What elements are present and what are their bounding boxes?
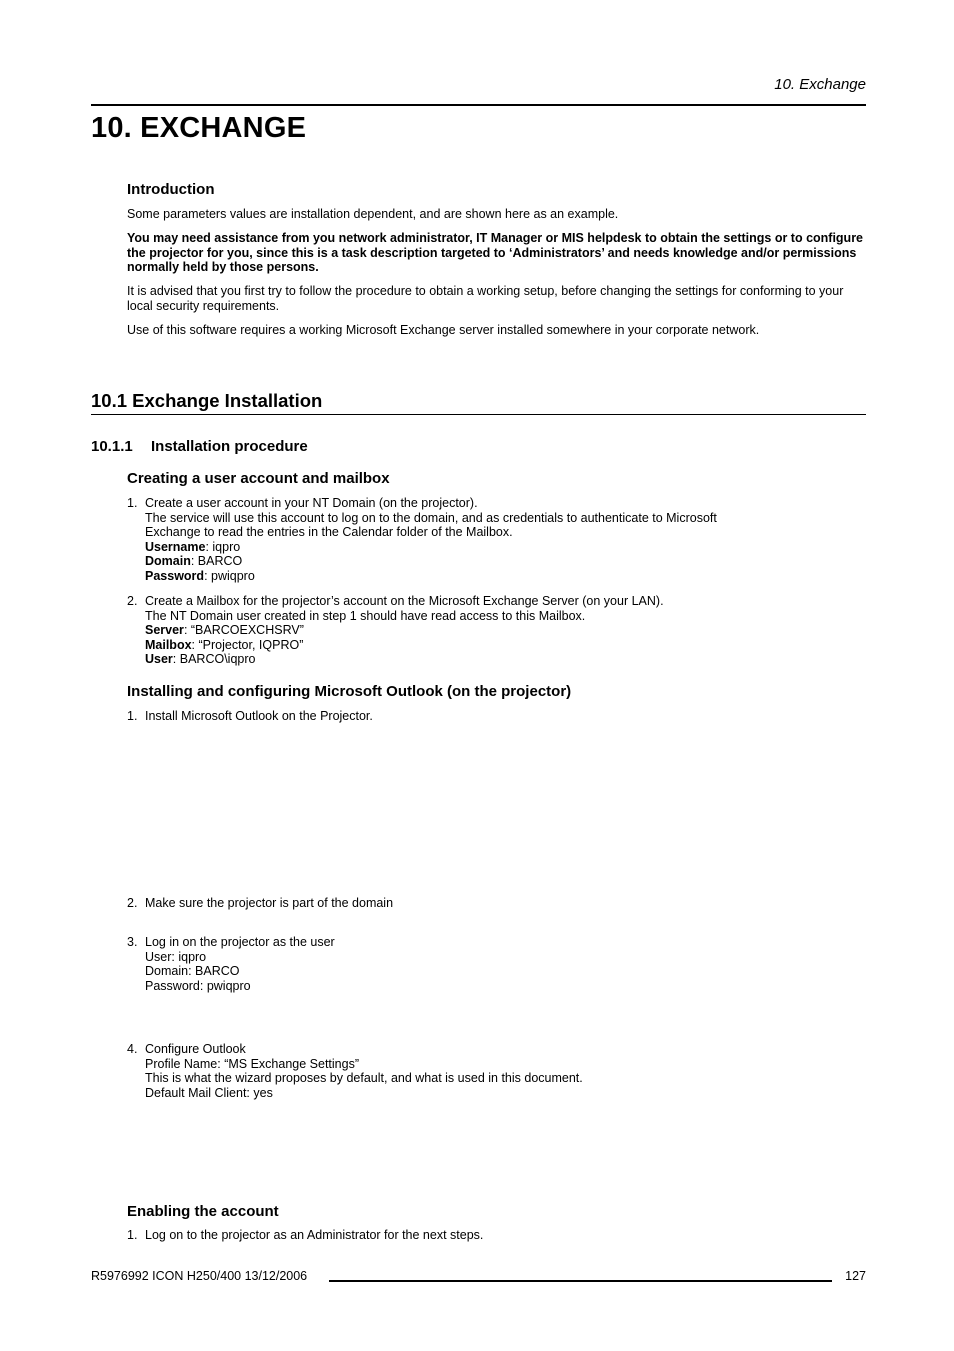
step-text: Exchange to read the entries in the Calendar folder of the Mailbox. bbox=[145, 525, 513, 540]
subsection-label: Installation procedure bbox=[151, 438, 308, 455]
list-item bbox=[127, 709, 867, 724]
running-header: 10. Exchange bbox=[774, 76, 866, 93]
document-reference: R5976992 ICON H250/400 13/12/2006 bbox=[91, 1269, 308, 1283]
page-number: 127 bbox=[845, 1269, 866, 1283]
list-number: 2. bbox=[127, 594, 138, 608]
server-setting: Server: “BARCOEXCHSRV” bbox=[145, 623, 304, 638]
intro-paragraph-2: You may need assistance from you network administrator, IT Manager or MIS helpdesk to obtain the settings or to configure the projector for you, since this is a task description targeted to ‘Administrators’ and needs knowledge and/or permissions normally held by those persons. bbox=[127, 231, 864, 275]
installing-outlook-heading: Installing and configuring Microsoft Outlook (on the projector) bbox=[127, 683, 572, 700]
subsection-title bbox=[91, 438, 308, 455]
step-text: Create a Mailbox for the projector’s account on the Microsoft Exchange Server (on your LAN). bbox=[145, 594, 664, 608]
list-number: 1. bbox=[127, 709, 138, 723]
intro-paragraph-4: Use of this software requires a working Microsoft Exchange server installed somewhere in your corporate network. bbox=[127, 323, 760, 337]
step-text: Log in on the projector as the user bbox=[145, 935, 335, 949]
subsection-number: 10.1.1 bbox=[91, 438, 133, 455]
step-text: Profile Name: “MS Exchange Settings” bbox=[145, 1056, 359, 1071]
list-number: 3. bbox=[127, 935, 138, 949]
list-item bbox=[127, 896, 867, 911]
step-text: User: iqpro bbox=[145, 949, 207, 964]
step-text: Install Microsoft Outlook on the Projector. bbox=[145, 709, 373, 723]
password-setting: Password: pwiqpro bbox=[145, 568, 255, 583]
section-title: 10.1 Exchange Installation bbox=[91, 390, 323, 411]
page-footer bbox=[91, 1269, 866, 1285]
list-item bbox=[127, 594, 867, 667]
list-item bbox=[127, 1228, 867, 1243]
list-item bbox=[127, 1042, 867, 1100]
step-text: Log on to the projector as an Administrator for the next steps. bbox=[145, 1228, 484, 1242]
chapter-title: 10. EXCHANGE bbox=[91, 112, 307, 144]
header-rule bbox=[91, 104, 866, 106]
username-setting: Username: iqpro bbox=[145, 539, 241, 554]
step-text: Default Mail Client: yes bbox=[145, 1085, 273, 1100]
list-item bbox=[127, 935, 867, 993]
step-text: The NT Domain user created in step 1 should have read access to this Mailbox. bbox=[145, 608, 586, 623]
enabling-account-heading: Enabling the account bbox=[127, 1203, 279, 1220]
creating-account-heading: Creating a user account and mailbox bbox=[127, 470, 390, 487]
introduction-heading: Introduction bbox=[127, 181, 215, 198]
mailbox-setting: Mailbox: “Projector, IQPRO” bbox=[145, 637, 304, 652]
intro-paragraph-1: Some parameters values are installation dependent, and are shown here as an example. bbox=[127, 207, 619, 221]
domain-setting: Domain: BARCO bbox=[145, 554, 243, 569]
intro-paragraph-3: It is advised that you first try to follow the procedure to obtain a working setup, before changing the settings for conforming to your local security requirements. bbox=[127, 284, 844, 313]
list-number: 1. bbox=[127, 496, 138, 510]
step-text: Password: pwiqpro bbox=[145, 978, 251, 993]
step-text: This is what the wizard proposes by default, and what is used in this document. bbox=[145, 1071, 583, 1086]
list-item bbox=[127, 496, 867, 584]
list-number: 1. bbox=[127, 1228, 138, 1242]
step-text: Domain: BARCO bbox=[145, 964, 240, 979]
step-text: Make sure the projector is part of the domain bbox=[145, 896, 394, 910]
list-number: 4. bbox=[127, 1042, 138, 1056]
list-number: 2. bbox=[127, 896, 138, 910]
section-rule bbox=[91, 414, 866, 415]
step-text: Create a user account in your NT Domain (on the projector). bbox=[145, 496, 478, 510]
step-text: Configure Outlook bbox=[145, 1042, 246, 1056]
step-text: The service will use this account to log on to the domain, and as credentials to authenticate to Microsoft bbox=[145, 510, 717, 525]
user-setting: User: BARCO\iqpro bbox=[145, 652, 256, 667]
footer-rule bbox=[329, 1280, 832, 1282]
